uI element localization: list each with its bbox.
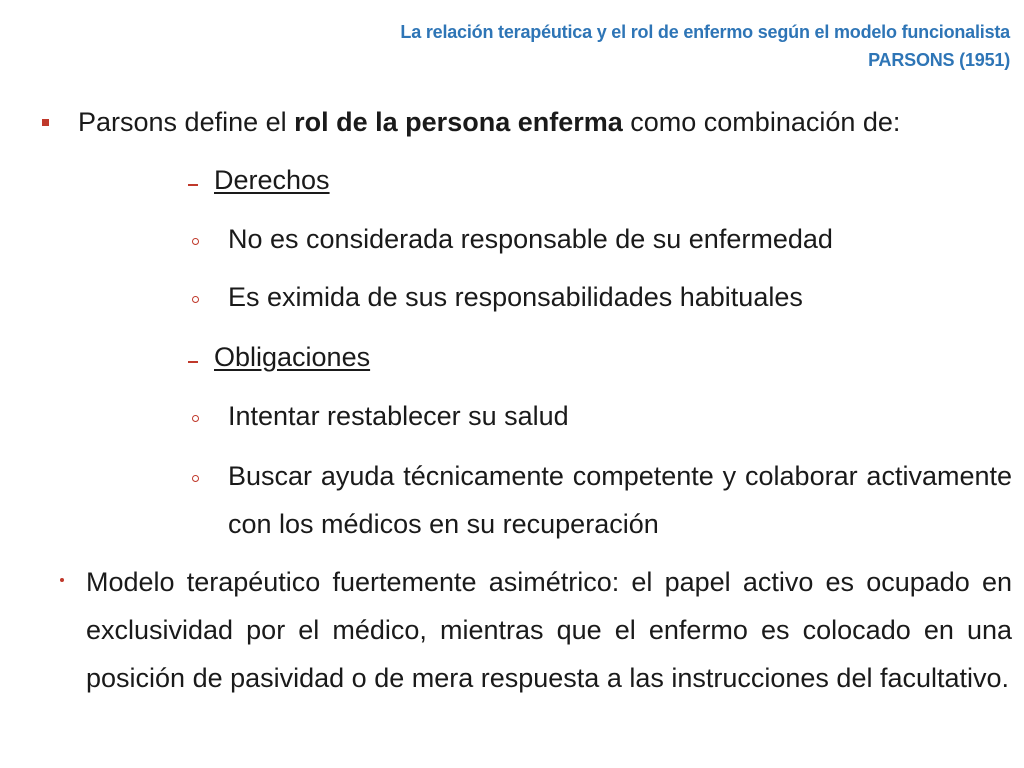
- obligations-heading: Obligaciones: [214, 342, 371, 372]
- dash-bullet-icon: [188, 361, 198, 363]
- dot-bullet-icon: [60, 578, 64, 582]
- rights-item-1: No es considerada responsable de su enfermedad: [228, 224, 833, 254]
- intro-bold: rol de la persona enferma: [294, 107, 623, 137]
- header-author: PARSONS (1951): [868, 50, 1010, 70]
- intro-suffix: como combinación de:: [622, 107, 901, 137]
- circle-bullet-icon: [192, 415, 199, 422]
- obligations-item-2: Buscar ayuda técnicamente competente y colaborar activamente con los médicos en su recuperación: [228, 461, 1012, 539]
- circle-bullet-icon: [192, 238, 199, 245]
- square-bullet-icon: [42, 119, 49, 126]
- rights-item-2: Es eximida de sus responsabilidades habituales: [228, 282, 803, 312]
- intro-prefix: Parsons define el: [78, 107, 295, 137]
- obligations-item-1: Intentar restablecer su salud: [228, 401, 569, 431]
- circle-bullet-icon: [192, 296, 199, 303]
- rights-heading: Derechos: [214, 165, 330, 195]
- intro-line: [78, 105, 900, 139]
- slide-header: [400, 18, 1010, 74]
- model-paragraph: Modelo terapéutico fuertemente asimétrico: el papel activo es ocupado en exclusividad por el médico, mientras que el enfermo es colocado en una posición de pasividad o de mera respuesta a las instrucciones del facultativo.: [86, 567, 1012, 693]
- header-title: La relación terapéutica y el rol de enfermo según el modelo funcionalista: [400, 22, 1010, 42]
- circle-bullet-icon: [192, 475, 199, 482]
- dash-bullet-icon: [188, 184, 198, 186]
